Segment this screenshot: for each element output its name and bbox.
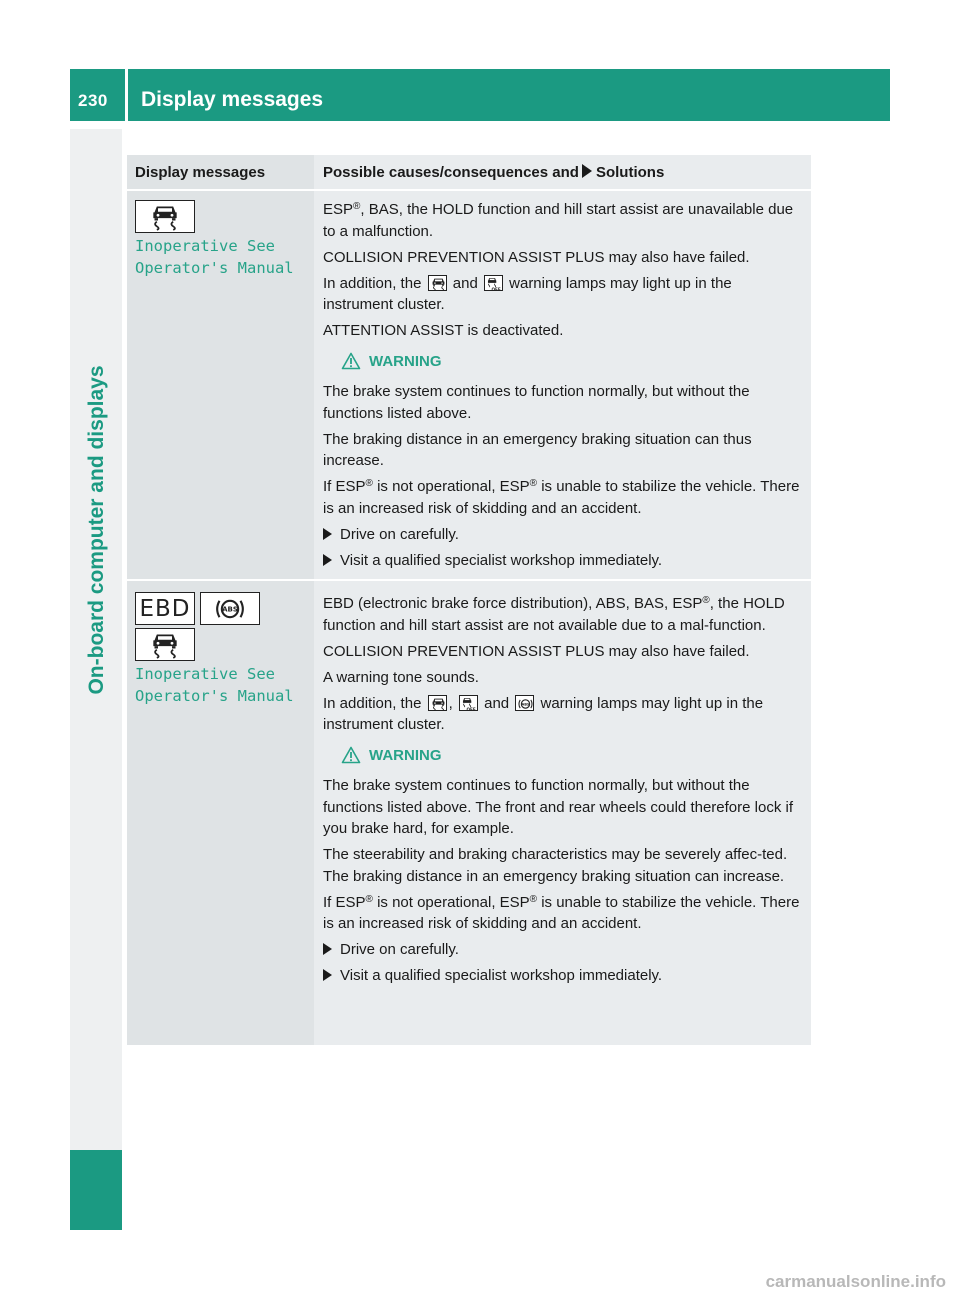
esp-skid-icon xyxy=(428,275,447,291)
text: is unable to stabilize the vehicle. There is an increased risk of skidding and an accident. xyxy=(323,478,800,517)
instruction-step xyxy=(323,965,805,987)
text: warning lamps may light up in the instrument cluster. xyxy=(323,274,732,313)
watermark: carmanualsonline.info xyxy=(765,1272,946,1291)
registered-mark: ® xyxy=(529,478,538,489)
row2-paragraph: COLLISION PREVENTION ASSIST PLUS may also have failed. xyxy=(323,642,750,660)
arrow-icon xyxy=(323,943,332,955)
arrow-icon xyxy=(323,528,332,540)
warning-paragraph: The steerability and braking characteristics may be severely affec-ted. The braking distance in an emergency braking situation can increase. xyxy=(323,846,788,885)
warning-heading xyxy=(341,351,805,373)
text: and xyxy=(452,274,478,292)
step-text: Drive on carefully. xyxy=(340,941,459,958)
warning-triangle-icon xyxy=(341,352,361,370)
text: EBD (electronic brake force distribution), ABS, BAS, ESP xyxy=(323,595,703,612)
esp-off-icon xyxy=(459,695,478,711)
warning-paragraph xyxy=(323,892,805,935)
abs-icon xyxy=(200,592,260,625)
display-message-line1: Inoperative See xyxy=(135,665,275,683)
esp-skid-icon xyxy=(135,200,195,233)
row1-paragraph: ATTENTION ASSIST is deactivated. xyxy=(323,322,564,339)
text: ESP xyxy=(323,201,354,218)
esp-skid-icon xyxy=(428,695,447,711)
esp-skid-icon xyxy=(135,628,195,661)
row-divider xyxy=(127,189,811,191)
instruction-step xyxy=(323,550,805,572)
display-message-line2: Operator's Manual xyxy=(135,687,294,705)
section-title: Display messages xyxy=(141,88,324,111)
row2-paragraph: A warning tone sounds. xyxy=(323,668,479,686)
arrow-icon xyxy=(323,554,332,566)
row1-paragraph: COLLISION PREVENTION ASSIST PLUS may also have failed. xyxy=(323,248,750,266)
warning-paragraph xyxy=(323,476,805,519)
instruction-step xyxy=(323,524,805,546)
instruction-step xyxy=(323,939,805,961)
text: warning lamps may light up in the instrument cluster. xyxy=(323,694,764,733)
warning-paragraph: The braking distance in an emergency braking situation can thus increase. xyxy=(323,430,752,469)
arrow-icon xyxy=(582,164,592,178)
row1-paragraph xyxy=(323,199,805,242)
side-tab-marker xyxy=(70,1150,122,1230)
row2-paragraph xyxy=(323,693,805,736)
row1-paragraph xyxy=(323,273,805,316)
text: If ESP xyxy=(323,478,366,495)
column-header-solutions-label: Solutions xyxy=(595,164,665,181)
text: In addition, the xyxy=(323,274,422,292)
warning-paragraph: The brake system continues to function normally, but without the functions listed above. xyxy=(323,383,750,422)
side-tab-label: On-board computer and displays xyxy=(85,365,108,695)
step-text: Visit a qualified specialist workshop immediately. xyxy=(340,967,663,984)
text: is not operational, ESP xyxy=(372,893,530,911)
registered-mark: ® xyxy=(353,201,361,212)
warning-paragraph: The brake system continues to function normally, but without the functions listed above. The front and rear wheels could therefore lock if you brake hard, for example. xyxy=(323,777,793,837)
ebd-label: EBD xyxy=(139,595,191,622)
row2-body xyxy=(323,593,805,991)
abs-icon xyxy=(515,695,534,711)
row-divider xyxy=(127,579,811,581)
registered-mark: ® xyxy=(702,595,710,606)
esp-off-icon xyxy=(484,275,503,291)
registered-mark: ® xyxy=(365,478,373,489)
warning-label: WARNING xyxy=(369,746,442,764)
row1-body xyxy=(323,199,805,576)
column-header-display-messages: Display messages xyxy=(135,164,266,181)
display-message-line1: Inoperative See xyxy=(135,237,275,255)
warning-triangle-icon xyxy=(341,746,361,764)
display-message-line2: Operator's Manual xyxy=(135,259,294,277)
column-header-causes: Possible causes/consequences and xyxy=(323,164,579,181)
text: is not operational, ESP xyxy=(372,478,530,495)
step-text: Visit a qualified specialist workshop immediately. xyxy=(340,551,663,569)
page-number: 230 xyxy=(78,91,108,110)
text: , BAS, the HOLD function and hill start assist are unavailable due to a malfunction. xyxy=(323,201,794,240)
text: , xyxy=(448,694,453,712)
registered-mark: ® xyxy=(529,893,538,905)
step-text: Drive on carefully. xyxy=(340,525,459,543)
header-separator xyxy=(125,69,128,121)
registered-mark: ® xyxy=(365,893,373,905)
text: , the HOLD function and hill start assist are not available due to a mal-function. xyxy=(323,595,785,634)
text: If ESP xyxy=(323,893,366,911)
warning-heading xyxy=(341,745,805,767)
text: is unable to stabilize the vehicle. There is an increased risk of skidding and an accident. xyxy=(323,893,800,932)
text: and xyxy=(484,694,510,712)
row2-paragraph xyxy=(323,593,805,636)
ebd-icon xyxy=(135,592,195,625)
text: In addition, the xyxy=(323,694,422,712)
column-header-solutions xyxy=(323,164,664,181)
warning-label: WARNING xyxy=(369,352,442,370)
arrow-icon xyxy=(323,969,332,981)
